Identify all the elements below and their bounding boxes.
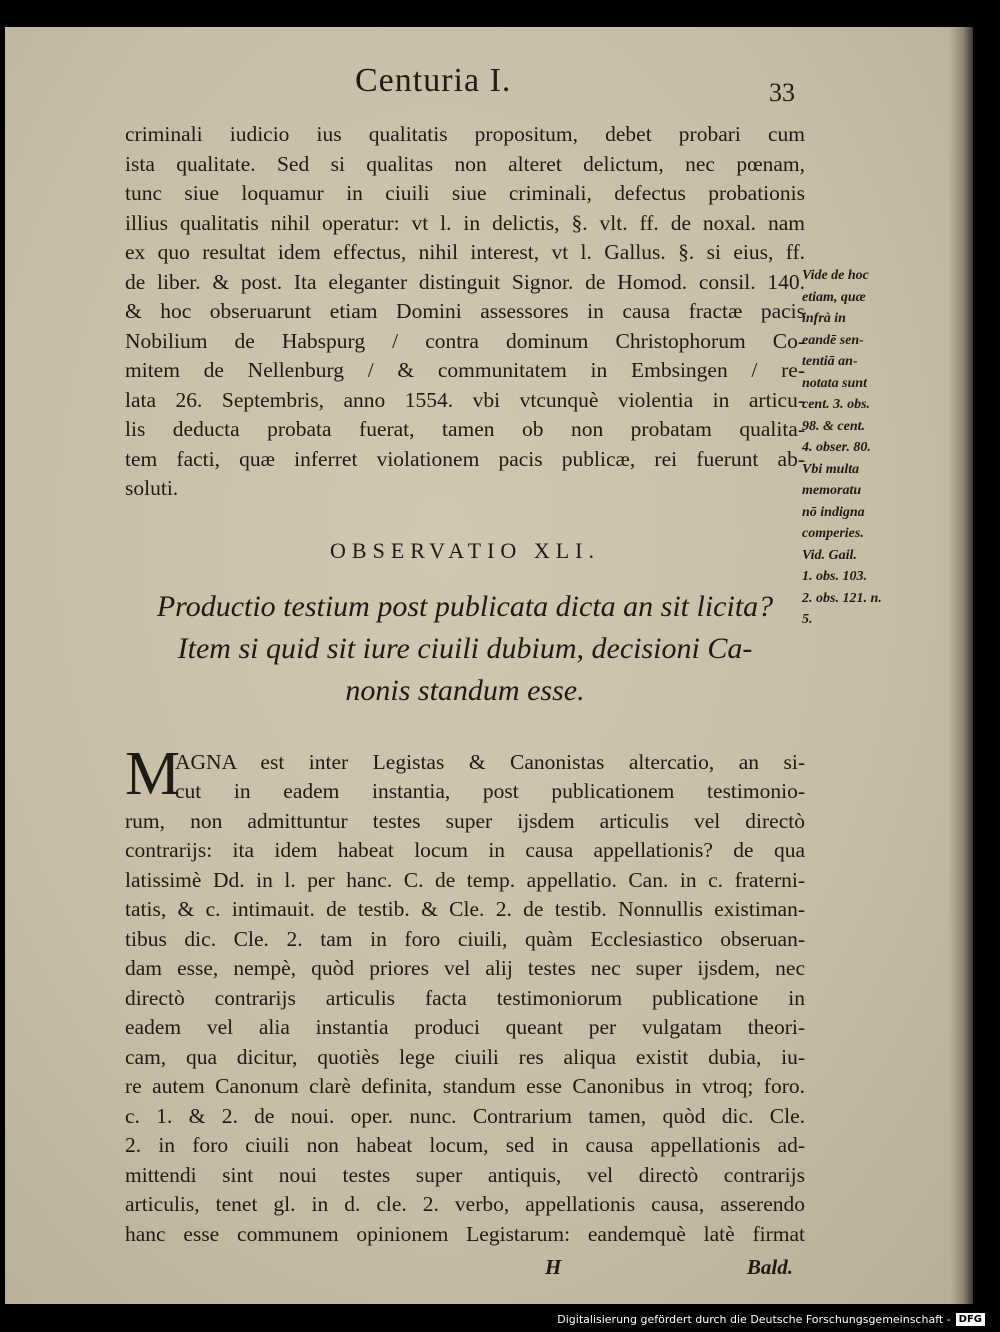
running-head: Centuria I. — [355, 62, 512, 99]
margin-note-line: eandē sen- — [802, 332, 864, 348]
text-line: hanc esse communem opinionem Legistarum: eandemquè latè firmat — [125, 1221, 805, 1246]
text-line: ista qualitate. Sed si qualitas non alteret delictum, nec pœnam, — [125, 151, 805, 176]
main-text-block — [125, 60, 805, 1283]
margin-note-line: etiam, quæ — [802, 289, 866, 305]
text-line: ex quo resultat idem effectus, nihil interest, vt l. Gallus. §. si eius, ff. — [125, 240, 805, 264]
text-line: lata 26. Septembris, anno 1554. vbi vtcunquè violentia in articu- — [125, 387, 805, 412]
text-line: c. 1. & 2. de noui. oper. nunc. Contrarium tamen, quòd dic. Cle. — [125, 1103, 805, 1128]
catchword: Bald. — [746, 1255, 793, 1279]
text-line: criminali iudicio ius qualitatis propositum, debet probari cum — [125, 122, 805, 146]
text-line: cam, qua dicitur, quotiès lege ciuili res aliqua existit dubia, iu- — [125, 1044, 805, 1069]
text-line: directò contrarijs articulis facta testimoniorum publicatione in — [125, 985, 805, 1010]
main-paragraph-lines — [125, 748, 805, 1250]
margin-note-line: comperies. — [802, 526, 864, 541]
margin-note-line: tentiā an- — [802, 354, 858, 369]
observatio-heading: OBSERVATIO XLI. — [330, 537, 600, 563]
banner-text: Digitalisierung gefördert durch die Deutsche Forschungsgemeinschaft - — [557, 1312, 951, 1326]
text-line: contrarijs: ita idem habeat locum in causa appellationis? de qua — [125, 838, 805, 862]
text-line: tibus dic. Cle. 2. tam in foro ciuili, quàm Ecclesiastico obseruan- — [125, 926, 805, 951]
text-line: mitem de Nellenburg / & communitatem in Embsingen / re- — [125, 358, 805, 382]
observatio-title — [125, 586, 805, 712]
text-line: articulis, tenet gl. in d. cle. 2. verbo, appellationis causa, asserendo — [125, 1192, 805, 1216]
text-line: tunc siue loquamur in ciuili siue criminali, defectus probationis — [125, 181, 805, 205]
text-line: dam esse, nempè, quòd priores vel alij testes nec super ijsdem, nec — [125, 956, 805, 980]
text-line: AGNA est inter Legistas & Canonistas altercatio, an si- — [175, 749, 805, 774]
title-line: Productio testium post publicata dicta an sit licita? — [156, 589, 774, 623]
margin-note-line: 4. obser. 80. — [802, 440, 871, 455]
text-line: latissimè Dd. in l. per hanc. C. de temp. appellatio. Can. in c. fraterni- — [125, 867, 805, 892]
main-paragraph — [125, 739, 805, 1250]
text-line: eadem vel alia instantia produci queant per vulgatam theori- — [125, 1015, 805, 1039]
text-line: mittendi sint noui testes super antiquis, vel directò contrarijs — [125, 1162, 805, 1187]
text-line: tem facti, quæ inferret violationem pacis publicæ, rei fuerunt ab- — [125, 446, 805, 471]
dfg-logo: DFG — [956, 1313, 985, 1326]
text-line: lis deducta probata fuerat, tamen ob non probatam qualita- — [125, 417, 805, 441]
margin-note-line: Vid. Gail. — [802, 547, 857, 563]
margin-note-line: infrà in — [802, 311, 846, 326]
margin-note-line: 1. obs. 103. — [802, 569, 867, 584]
signature-mark: H — [545, 1255, 562, 1279]
title-line: nonis standum esse. — [345, 673, 585, 707]
text-line: re autem Canonum clarè definita, standum esse Canonibus in vtroq; foro. — [125, 1074, 805, 1098]
marginal-note — [802, 265, 902, 631]
margin-note-line: nō indigna — [802, 504, 865, 520]
drop-cap: M — [125, 739, 181, 808]
title-line: Item si quid sit iure ciuili dubium, decisioni Ca- — [177, 631, 753, 665]
margin-note-line: Vbi multa — [802, 461, 860, 477]
page-footer — [125, 1249, 805, 1283]
text-line: 2. in foro ciuili non habeat locum, sed in causa appellationis ad- — [125, 1133, 805, 1157]
margin-note-line: cent. 3. obs. — [802, 397, 871, 412]
margin-note-line: notata sunt — [802, 375, 867, 391]
text-line: Nobilium de Habspurg / contra dominum Christophorum Co- — [125, 328, 805, 353]
page-header — [125, 60, 805, 120]
margin-note-line: 5. — [802, 612, 813, 627]
text-line: de liber. & post. Ita eleganter distinguit Signor. de Homod. consil. 140. — [125, 269, 805, 294]
text-line: rum, non admittuntur testes super ijsdem articulis vel directò — [125, 808, 805, 833]
text-line: illius qualitatis nihil operatur: vt l. in delictis, §. vlt. ff. de noxal. nam — [125, 210, 805, 235]
page-number: 33 — [769, 78, 795, 107]
text-line: cut in eadem instantia, post publicationem testimonio- — [175, 779, 805, 803]
text-line: tatis, & c. intimauit. de testib. & Cle. 2. de testib. Nonnullis existiman- — [125, 897, 805, 921]
page-edge-shadow — [949, 27, 973, 1304]
text-line: & hoc obseruarunt etiam Domini assessores in causa fractæ pacis — [125, 299, 805, 323]
margin-note-line: 98. & cent. — [802, 418, 865, 434]
text-line: soluti. — [125, 476, 179, 500]
margin-note-line: 2. obs. 121. n. — [802, 590, 882, 606]
margin-note-line: Vide de hoc — [802, 268, 869, 283]
margin-note-line: memoratu — [802, 483, 862, 498]
dfg-banner — [557, 1309, 985, 1329]
continuation-paragraph — [125, 120, 805, 504]
